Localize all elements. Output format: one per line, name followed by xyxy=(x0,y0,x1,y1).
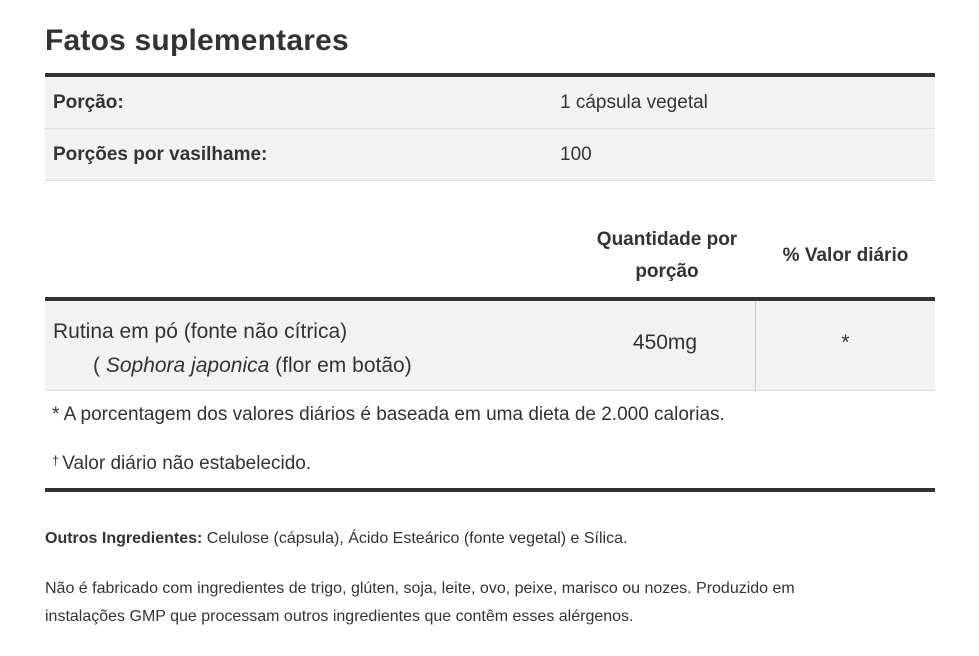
ingredient-common-name: Rutina em pó (fonte não cítrica) xyxy=(53,320,348,343)
ingredient-latin-rest: (flor em botão) xyxy=(269,354,412,377)
ingredient-latin-line xyxy=(53,349,412,383)
serving-size-label: Porção: xyxy=(53,92,124,113)
allergen-notice-line1: Não é fabricado com ingredientes de trigo, glúten, soja, leite, ovo, peixe, marisco ou nozes. Produzido em xyxy=(45,580,795,597)
other-ingredients-text: Celulose (cápsula), Ácido Esteárico (fonte vegetal) e Sílica. xyxy=(202,530,628,547)
ingredient-latin-name: Sophora japonica xyxy=(105,354,270,377)
amount-per-serving-header xyxy=(582,224,752,288)
ingredient-amount: 450mg xyxy=(632,331,698,354)
allergen-notice xyxy=(45,575,795,631)
servings-per-container-label: Porções por vasilhame: xyxy=(53,144,268,165)
serving-size-row xyxy=(45,77,935,129)
servings-per-container-value: 100 xyxy=(560,144,592,165)
servings-per-container-row xyxy=(45,129,935,181)
ingredient-daily-value: * xyxy=(841,331,850,354)
bottom-divider xyxy=(45,488,935,492)
daily-value-header: % Valor diário xyxy=(782,245,909,266)
not-established-footnote xyxy=(52,453,311,475)
daily-value-footnote: * A porcentagem dos valores diários é baseada em uma dieta de 2.000 calorias. xyxy=(52,404,725,425)
dagger-note-text: Valor diário não estabelecido. xyxy=(62,453,312,474)
amount-header-line1: Quantidade por xyxy=(596,229,738,250)
latin-open-paren: ( xyxy=(93,354,106,377)
allergen-notice-line2: instalações GMP que processam outros ingredientes que contêm esses alérgenos. xyxy=(45,608,634,625)
other-ingredients-label: Outros Ingredientes: xyxy=(45,530,203,547)
ingredient-name xyxy=(53,315,412,383)
ingredient-row xyxy=(45,301,935,391)
dagger-mark: † xyxy=(52,453,60,468)
page-title: Fatos suplementares xyxy=(45,24,349,57)
other-ingredients xyxy=(45,525,627,553)
amount-header-line2: porção xyxy=(635,261,699,282)
serving-size-value: 1 cápsula vegetal xyxy=(560,92,708,113)
